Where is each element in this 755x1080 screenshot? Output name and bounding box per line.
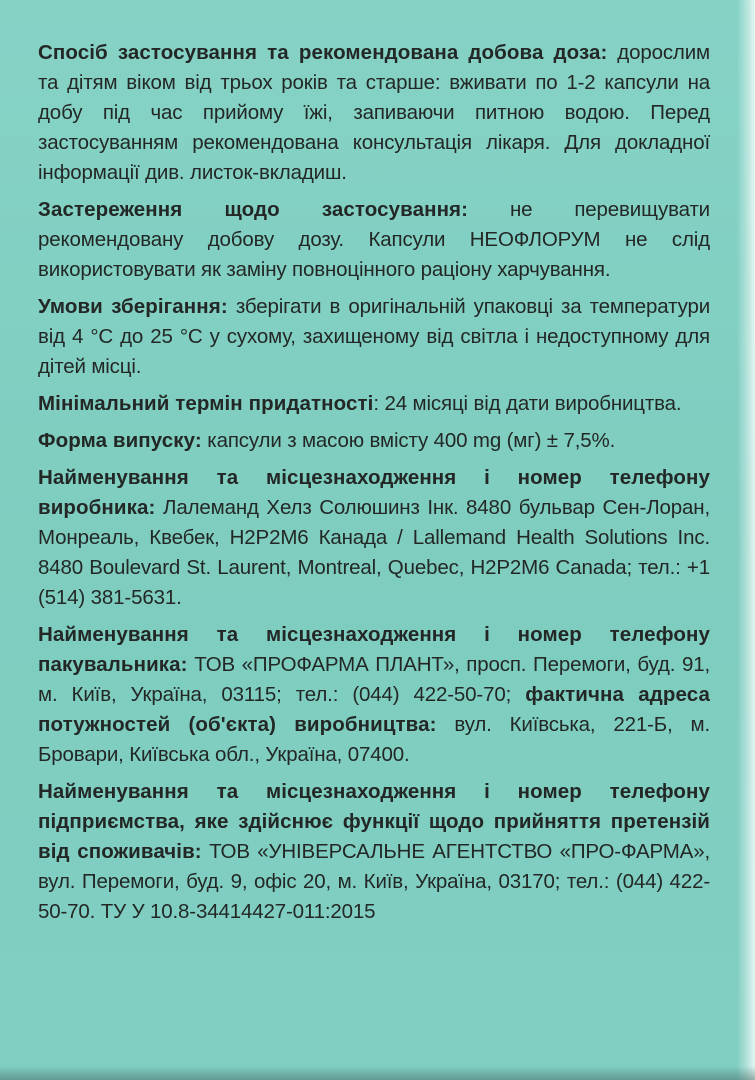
section-text: : 24 місяці від дати виробництва. <box>373 392 682 415</box>
section-packer <box>38 620 710 770</box>
section-title: Мінімальний термін придатності <box>38 392 374 415</box>
product-info-text <box>38 38 710 934</box>
box-edge-highlight <box>737 0 755 1080</box>
section-text: Лалеманд Хелз Солюшинз Інк. 8480 бульвар Сен-Лоран, Монреаль, Квебек, Н2Р2М6 Канада / Lallemand Health Solutions Inc. 8480 Boulevard St. Laurent, Montreal, Quebec, H2P2M6 Canada; тел.: +1 (514) 381-5631. <box>38 496 710 609</box>
section-subtitle: фактична адреса потужностей (об'єкта) виробництва: <box>38 683 711 736</box>
section-shelf-life <box>38 389 710 419</box>
section-release-form <box>38 426 710 456</box>
section-title: Застереження щодо застосування: <box>38 198 469 221</box>
section-text: ТОВ «УНІВЕРСАЛЬНЕ АГЕНТСТВО «ПРО-ФАРМА», вул. Перемоги, буд. 9, офіс 20, м. Київ, Україна, 03170; тел.: (044) 422-50-70. ТУ У 10.8-34414427-011:2015 <box>38 840 711 923</box>
box-edge-shadow <box>0 1066 755 1080</box>
section-title: Форма випуску: <box>38 429 202 452</box>
section-claims-enterprise <box>38 777 710 927</box>
section-title: Умови зберігання: <box>38 295 228 318</box>
section-manufacturer <box>38 463 710 613</box>
section-text: зберігати в оригінальній упаковці за температури від 4 °С до 25 °С у сухому, захищеному від світла і недоступному для дітей місці. <box>38 295 710 378</box>
section-storage <box>38 292 710 382</box>
section-title: Спосіб застосування та рекомендована добова доза: <box>38 41 608 64</box>
section-title: Найменування та місцезнаходження і номер телефону виробника: <box>38 466 710 519</box>
section-subtext: вул. Київська, 221-Б, м. Бровари, Київська обл., Україна, 07400. <box>38 713 710 766</box>
section-text: не перевищувати рекомендовану добову дозу. Капсули НЕОФЛОРУМ не слід використовувати як заміну повноцінного раціону харчування. <box>38 198 710 281</box>
section-text: ТОВ «ПРОФАРМА ПЛАНТ», просп. Перемоги, буд. 91, м. Київ, Україна, 03115; тел.: (044) 422-50-70; <box>38 653 710 706</box>
section-text: дорослим та дітям віком від трьох років та старше: вживати по 1-2 капсули на добу під час прийому їжі, запиваючи питною водою. Перед застосуванням рекомендована консультація лікаря. Для докладної інформації див. листок-вкладиш. <box>38 41 710 184</box>
section-title: Найменування та місцезнаходження і номер телефону пакувальника: <box>38 623 710 676</box>
section-warnings <box>38 195 710 285</box>
section-usage-dosage <box>38 38 710 188</box>
section-text: капсули з масою вмісту 400 mg (мг) ± 7,5%. <box>201 429 616 452</box>
section-title: Найменування та місцезнаходження і номер телефону підприємства, яке здійснює функції щодо прийняття претензій від споживачів: <box>38 780 710 863</box>
